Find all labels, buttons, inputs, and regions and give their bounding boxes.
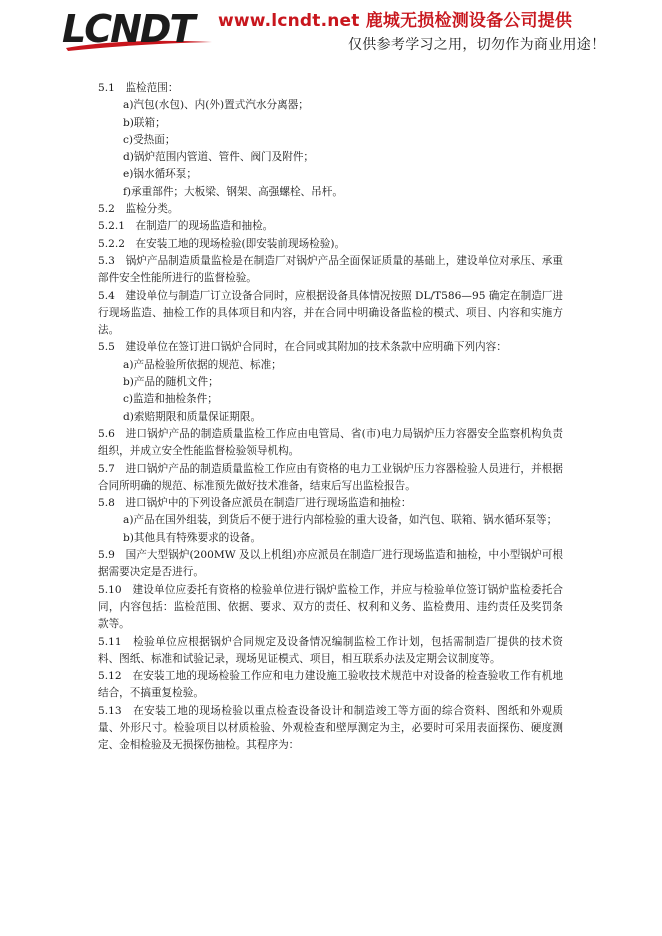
list-item: a)产品检验所依据的规范、标准； bbox=[123, 358, 282, 371]
list-item: d)索赔期限和质量保证期限。 bbox=[123, 410, 262, 423]
clause-paragraph: 5.11 检验单位应根据锅炉合同规定及设备情况编制监检工作计划，包括需制造厂提供的技术资料、图纸、标准和试验记录，现场见证模式、项目，相互联系办法及定期会议制度等。 bbox=[98, 635, 563, 665]
site-url-title: www.lcndt.net 鹿城无损检测设备公司提供 bbox=[218, 11, 573, 31]
clause-paragraph: 5.6 进口锅炉产品的制造质量监检工作应由电管局、省(市)电力局锅炉压力容器安全监察机构负责组织，并成立安全性能监督检验领导机构。 bbox=[98, 427, 563, 458]
usage-notice: 仅供参考学习之用，切勿作为商业用途！ bbox=[348, 37, 606, 53]
list-item: e)锅水循环泵； bbox=[123, 168, 197, 181]
clause-paragraph: 5.4 建设单位与制造厂订立设备合同时，应根据设备具体情况按照 DL/T586—95 确定在制造厂进行现场监造、抽检工作的具体项目和内容，并在合同中明确设备监检的模式、项目、内容和实施方法。 bbox=[98, 289, 563, 337]
clause-paragraph: 5.2.1 在制造厂的现场监造和抽检。 bbox=[98, 220, 274, 233]
list-item: b)产品的随机文件； bbox=[123, 376, 219, 389]
list-item: c)受热面； bbox=[123, 133, 176, 146]
clause-paragraph: 5.1 监检范围： bbox=[98, 82, 179, 94]
clause-paragraph: 5.9 国产大型锅炉(200MW 及以上机组)亦应派员在制造厂进行现场监造和抽检，中小型锅炉可根据需要决定是否进行。 bbox=[98, 549, 563, 579]
list-item: a)汽包(水包)、内(外)置式汽水分离器； bbox=[123, 99, 309, 112]
clause-paragraph: 5.8 进口锅炉中的下列设备应派员在制造厂进行现场监造和抽检： bbox=[98, 497, 412, 510]
clause-paragraph: 5.7 进口锅炉产品的制造质量监检工作应由有资格的电力工业锅炉压力容器检验人员进行，并根据合同所明确的规范、标准预先做好技术准备，结束后写出监检报告。 bbox=[98, 462, 563, 492]
clause-paragraph: 5.2.2 在安装工地的现场检验(即安装前现场检验)。 bbox=[98, 237, 346, 250]
clause-paragraph: 5.13 在安装工地的现场检验以重点检查设备设计和制造竣工等方面的综合资料、图纸和外观质量、外形尺寸。检验项目以材质检验、外观检查和壁厚测定为主，必要时可采用表面探伤、硬度测定、金相检验及无损探伤抽检。其程序为： bbox=[98, 704, 563, 752]
clause-paragraph: 5.2 监检分类。 bbox=[98, 203, 179, 216]
page-header bbox=[0, 0, 662, 62]
list-item: c)监造和抽检条件； bbox=[123, 393, 218, 406]
list-item: a)产品在国外组装，到货后不便于进行内部检验的重大设备，如汽包、联箱、锅水循环泵等； bbox=[123, 514, 558, 527]
list-item: b)其他具有特殊要求的设备。 bbox=[123, 531, 262, 544]
clause-paragraph: 5.3 锅炉产品制造质量监检是在制造厂对锅炉产品全面保证质量的基础上，建设单位对承压、承重部件安全性能所进行的监督检验。 bbox=[98, 254, 563, 285]
clause-paragraph: 5.10 建设单位应委托有资格的检验单位进行锅炉监检工作，并应与检验单位签订锅炉监检委托合同，内容包括：监检范围、依据、要求、双方的责任、权利和义务、监检费用、违约责任及奖罚条款等。 bbox=[98, 583, 563, 631]
list-item: d)锅炉范围内管道、管件、阀门及附件； bbox=[123, 151, 315, 164]
document-body bbox=[98, 80, 563, 755]
clause-paragraph: 5.12 在安装工地的现场检验工作应和电力建设施工验收技术规范中对设备的检查验收工作有机地结合，不搞重复检验。 bbox=[98, 670, 563, 700]
list-item: b)联箱； bbox=[123, 116, 166, 129]
list-item: f)承重部件；大板梁、钢架、高强螺栓、吊杆。 bbox=[123, 185, 343, 198]
logo-text: LCNDT bbox=[62, 7, 194, 51]
lcndt-logo bbox=[62, 8, 210, 50]
clause-paragraph: 5.5 建设单位在签订进口锅炉合同时，在合同或其附加的技术条款中应明确下列内容： bbox=[98, 341, 507, 354]
